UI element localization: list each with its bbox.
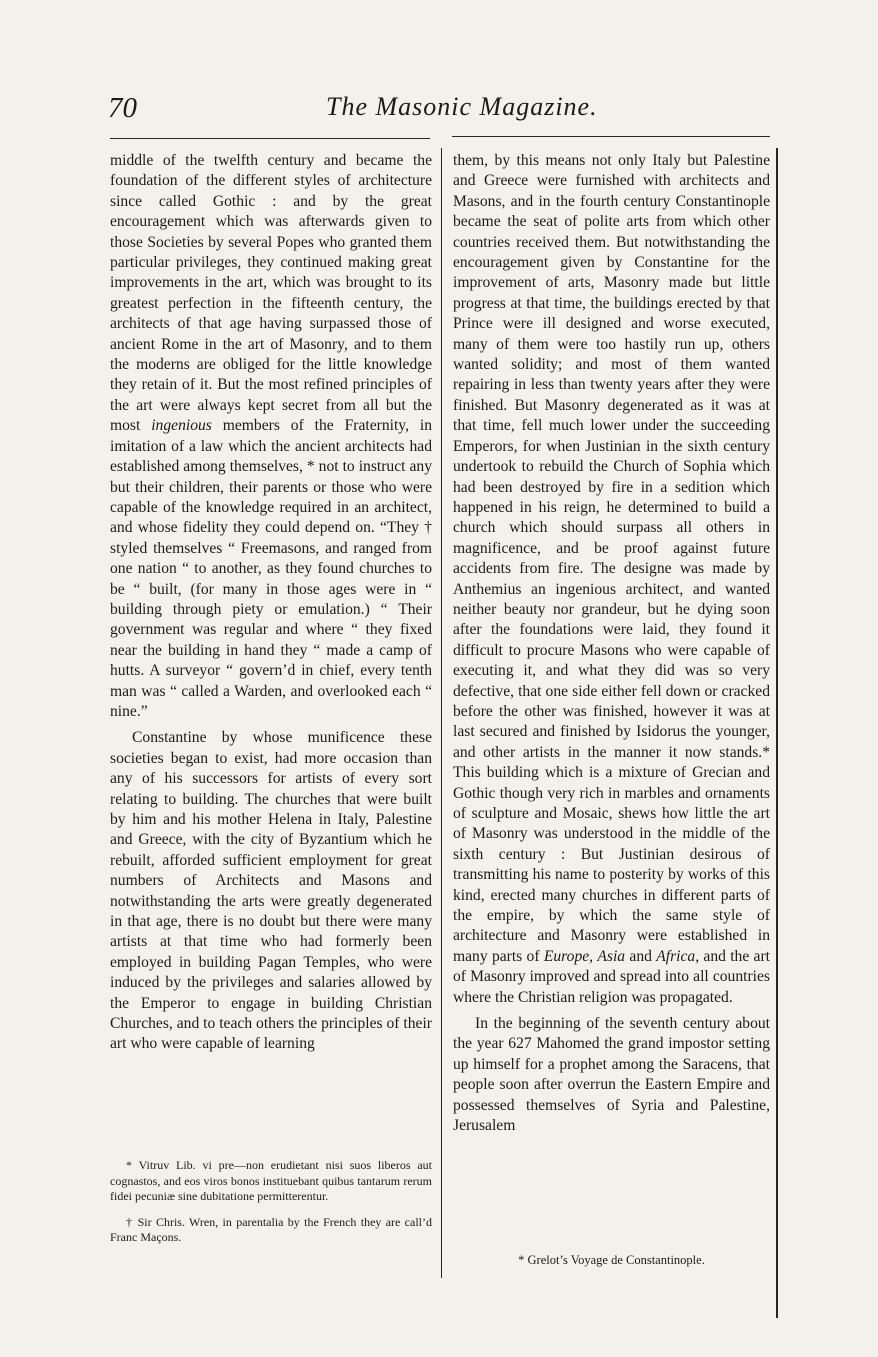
europe-word: Europe [543, 947, 590, 965]
footnote-vitruvius: * Vitruv Lib. vi pre—non erudietant nisi suos liberos aut cognastos, and eos viros bonos instituebant quibus tantarum rerum fidei pecuniæ sine dubitatione permitterentur. [110, 1158, 432, 1204]
left-paragraph-2: Constantine by whose munificence these societies began to exist, had more occasion than any of his successors for artists of every sort relating to building. The churches that were built by him and his mother Helena in Italy, Palestine and Greece, with the city of Byzantium which he rebuilt, afforded sufficient employment for great numbers of Architects and Masons and notwithstanding the arts were greatly degenerated in that age, there is no doubt but there were many artists at that time who had formerly been employed in building Pagan Temples, who were induced by the privileges and salaries allowed by the Emperor to engage in building Christian Churches, and to teach others the principles of their art who were capable of learning [110, 729, 432, 1053]
africa-word: Africa [656, 947, 696, 965]
page-edge-rule [776, 148, 778, 1318]
footnote-wren: † Sir Chris. Wren, in parentalia by the French they are call’d Franc Maçons. [110, 1214, 432, 1245]
running-title: The Masonic Magazine. [326, 92, 598, 121]
page-number: 70 [108, 92, 137, 124]
right-paragraph-2: In the beginning of the seventh century about the year 627 Mahomed the grand impostor setting up himself for a prophet among the Saracens, that people soon after overrun the Eastern Empire and possessed themselves of Syria and Palestine, Jerusalem [453, 1015, 770, 1135]
header-rule-right [452, 136, 770, 137]
right-paragraph-1: them, by this means not only Italy but Palestine and Greece were furnished with architects and Masons, and in the fourth century Constantinople became the seat of polite arts from which other countries received them. But notwithstanding the encouragement given by Constantine for the improvement of arts, Masonry made but little progress at that time, the buildings erected by that Prince were ill designed and worse executed, many of them were too hastily run up, others wanted solidity; and most of them wanted repairing in less than twenty years after they were finished. But Masonry degenerated as it was at that time, fell much lower under the succeeding Emperors, for when Justinian in the sixth century undertook to rebuild the Church of Sophia which had been destroyed by fire in a sedition which happened in his reign, he determined to build a church which should surpass all others in magnificence, and be proof against future accidents from fire. The designe was made by Anthemius an ingenious architect, and wanted neither beauty nor grandeur, but he dying soon after the foundations were laid, they found it difficult to procure Masons who were capable of executing it, and what they did was so very defective, that one side either fell down or cracked before the other was finished, however it was at last secured and finished by Isidorus the younger, and other artists in the manner it now stands.* This building which is a mixture of Grecian and Gothic though very rich in marbles and ornaments of sculpture and Mosaic, shews how little the art of Masonry was understood in the middle of the sixth century : But Justinian desirous of transmitting his name to posterity by works of this kind, erected many churches in different parts of the empire, by which the same style of architecture and Masonry were established in many parts of Europe, Asia and Africa, and the art of Masonry improved and spread into all countries where the Christian religion was propagated. [453, 152, 771, 1006]
column-divider [441, 148, 442, 1278]
right-footnote: * Grelot’s Voyage de Constantinople. [518, 1253, 705, 1267]
left-footnotes [110, 1158, 432, 1256]
asia-word: Asia [597, 947, 626, 965]
header-rule-left [110, 138, 430, 139]
page-header [108, 92, 773, 132]
right-column [453, 151, 770, 1137]
left-column [110, 151, 432, 1055]
ingenious-word: ingenious [151, 417, 212, 435]
left-paragraph-1: middle of the twelfth century and became the foundation of the different styles of architecture since called Gothic : and by the great encouragement which was afterwards given to those Societies by several Popes who granted them particular privileges, they continued making great improvements in the art, which was brought to its greatest perfection in the fifteenth century, the architects of that age having surpassed those of ancient Rome in the art of Masonry, and to them the moderns are obliged for the little knowledge they retain of it. But the most refined principles of the art were always kept secret from all but the most ingenious members of the Fraternity, in imitation of a law which the ancient architects had established among themselves, * not to instruct any but their children, their parents or those who were capable of the knowledge required in an architect, and whose fidelity they could depend on. “They † styled themselves “ Freemasons, and ranged from one nation “ to another, as they found churches to be “ built, (for many in those ages were in “ building through piety or emulation.) “ Their government was regular and where “ they fixed near the building in hand they “ made a camp of hutts. A surveyor “ govern’d in chief, every tenth man was “ called a Warden, and overlooked each “ nine.” [110, 152, 432, 720]
